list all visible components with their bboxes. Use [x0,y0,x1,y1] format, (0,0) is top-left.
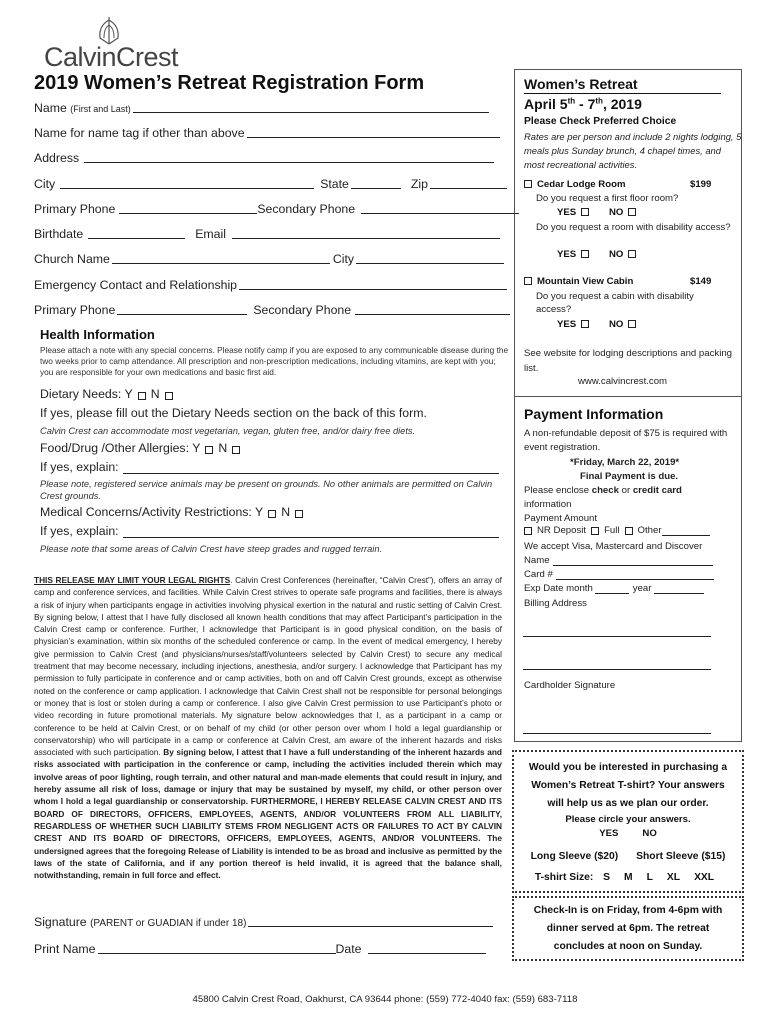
payment-options: NR Deposit Full Other [524,525,710,536]
cedar-first-floor-question: Do you request a first floor room? [536,193,679,204]
size-xxl[interactable]: XXL [694,872,715,883]
health-intro: Please attach a note with any special concerns. Please notify camp if you are exposed to any communicable disease during the two weeks prior to camp attendance. All prescription and non-prescription medications, including vitamins, are kept with you; you are responsible for your own medications and basic first aid. [40,345,509,377]
mountain-cabin-option[interactable]: Mountain View Cabin [524,276,633,287]
signature-row [34,911,493,929]
dietary-followup: If yes, please fill out the Dietary Needs section on the back of this form. [40,406,427,420]
date-label: Date [335,942,362,956]
emergency-primary-phone-label: Primary Phone [34,303,116,317]
dietary-no-label: N [150,387,160,401]
website-link[interactable]: www.calvincrest.com [578,376,668,387]
tshirt-size-label: T-shirt Size: [534,872,594,883]
church-row [34,248,504,266]
panel-divider [514,396,742,397]
tshirt-no[interactable]: NO [642,828,657,839]
emergency-secondary-phone-label: Secondary Phone [253,303,352,317]
form-title: 2019 Women’s Retreat Registration Form [34,72,425,94]
print-name-field[interactable] [98,940,336,954]
cedar-disability-yes-checkbox[interactable] [581,250,589,258]
print-name-row [34,938,486,956]
retreat-dates: April 5th - 7th, 2019 [524,96,642,112]
medical-explain-row [40,524,499,538]
medical-no-label: N [281,505,291,519]
enclose-info: information [524,499,572,510]
exp-month-field[interactable] [595,584,629,594]
billing-address-line-2[interactable] [523,669,711,670]
tshirt-yes[interactable]: YES [599,828,619,839]
tshirt-line-1: Would you be interested in purchasing a [528,762,728,773]
tshirt-line-2: Women’s Retreat T-shirt? Your answers [531,780,725,791]
tshirt-size-options [512,872,744,883]
checkin-line-3: concludes at noon on Sunday. [553,941,703,952]
mountain-cabin-checkbox[interactable] [524,277,532,285]
secondary-phone-field[interactable] [361,200,519,214]
service-animal-note: Please note, registered service animals may be present on grounds. No other animals are permitted on Calvin Crest grounds. [40,479,493,501]
enclose-note: Please enclose check or credit card [524,485,682,496]
card-number-row: Card # [524,569,714,580]
release-heading: THIS RELEASE MAY LIMIT YOUR LEGAL RIGHTS [34,575,231,585]
medical-row [40,505,308,519]
dietary-yes-checkbox[interactable] [138,392,146,400]
emergency-secondary-phone-field[interactable] [355,301,510,315]
check-preferred-label: Please Check Preferred Choice [524,116,677,127]
mountain-disability-yes[interactable]: YES [557,319,594,330]
dietary-no-checkbox[interactable] [165,392,173,400]
release-body: . Calvin Crest Conferences (hereinafter, “Calvin Crest”), offers an array of camp and conference services, and facilities. While Calvin Crest strives to operate safe programs and facilities, there is always a risk of injury when participants engage in activities involving physical exertion in the natural and rustic setting of Calvin Crest. By signing below, I attest that I have fully disclosed all known health conditions that may affect Participant’s participation in the Calvin Crest camp or conference. Further, I acknowledge that Participant is in good physical condition, on the basis of physician’s examination, within six months of the scheduled conference or camp. In the event of medical emergency, I hereby give permission to Calvin Crest (and physicians/nurses/staff/volunteers selected by Calvin Crest) to secure any medical treatment that may become necessary, including injections, anesthesia, and/or surgery. I acknowledge that Participant has my permission to fully participate in conference and or camp activities, both on and off Calvin Crest grounds, except as otherwise noted on the conference or camp application. I acknowledge that Calvin Crest shall not be responsible for personal belongings or money that is lost or stolen during a camp or conference. I also give Calvin Crest permission to use Participant’s photo or video recording in future promotional materials. My signature below acknowledges that I, as a participant in a camp or conference to be held at Calvin Crest, or on behalf of my child (or other person over whom I hold a legal guardianship or conservatorship) who will participate in a camp or conference at Calvin Crest, am aware of the inherent hazards and risks associated with such participation. [34,575,502,758]
medical-yes-checkbox[interactable] [268,510,276,518]
nametag-row [34,122,500,140]
cardholder-name-field[interactable] [553,556,713,566]
tshirt-sleeve-options [512,851,744,862]
calvin-crest-logo [44,16,179,72]
mountain-cabin-price: $149 [690,276,712,287]
tshirt-line-4: Please circle your answers. [565,814,691,825]
address-label: Address [34,151,80,165]
exp-year-field[interactable] [654,584,704,594]
email-field[interactable] [232,225,500,239]
other-payment-checkbox[interactable] [625,527,633,535]
dietary-note: Calvin Crest can accommodate most vegetarian, vegan, gluten free, and/or dairy free diets. [40,426,416,436]
footer-address: 45800 Calvin Crest Road, Oakhurst, CA 93644 phone: (559) 772-4040 fax: (559) 683-7118 [192,994,578,1005]
size-xl[interactable]: XL [666,872,681,883]
emergency-row [34,274,507,292]
zip-field[interactable] [430,175,507,189]
allergies-no-label: N [218,441,228,455]
cardholder-name-row: Name [524,555,713,566]
payment-amount-label: Payment Amount [524,513,598,524]
mountain-disability-no[interactable]: NO [609,319,641,330]
emergency-label: Emergency Contact and Relationship [34,278,238,292]
cedar-disability-no[interactable]: NO [609,249,641,260]
mountain-disability-question: Do you request a cabin with disability access? [536,291,694,315]
payment-deadline: *Friday, March 22, 2019* [570,457,680,468]
long-sleeve-option[interactable]: Long Sleeve ($20) [530,851,619,862]
allergies-explain-label: If yes, explain: [40,460,119,474]
state-label: State [320,177,349,191]
date-field[interactable] [368,940,486,954]
allergies-no-checkbox[interactable] [232,446,240,454]
phone-row [34,198,519,216]
church-city-label: City [332,252,355,266]
full-payment-checkbox[interactable] [591,527,599,535]
church-city-field[interactable] [356,250,504,264]
cedar-lodge-price: $199 [690,179,712,190]
rates-note: Rates are per person and include 2 nights lodging, 5 meals plus Sunday brunch, 4 chapel times, and most recreational activities. [524,131,742,170]
emergency-field[interactable] [239,276,507,290]
website-note: See website for lodging descriptions and packing list. [524,348,732,374]
cedar-first-floor-yes-checkbox[interactable] [581,208,589,216]
liability-release [34,574,502,881]
primary-phone-label: Primary Phone [34,202,116,216]
tshirt-yes-no [512,828,744,839]
nr-deposit-checkbox[interactable] [524,527,532,535]
mountain-disability-no-checkbox[interactable] [628,320,636,328]
nametag-label: Name for name tag if other than above [34,126,245,140]
cardholder-signature-field[interactable] [523,733,711,734]
accepted-cards: We accept Visa, Mastercard and Discover [524,541,703,552]
deposit-note: A non-refundable deposit of $75 is required with event registration. [524,428,728,453]
birthdate-field[interactable] [88,225,185,239]
cedar-first-floor-yes[interactable]: YES [557,207,594,218]
terrain-note: Please note that some areas of Calvin Crest have steep grades and rugged terrain. [40,544,383,554]
address-field[interactable] [84,149,494,163]
birthdate-row [34,223,500,241]
email-label: Email [195,227,226,241]
short-sleeve-option[interactable]: Short Sleeve ($15) [636,851,726,862]
size-l[interactable]: L [646,872,653,883]
cardholder-signature-label: Cardholder Signature [524,680,616,691]
allergies-explain-row [40,460,499,474]
tshirt-line-3: will help us as we plan our order. [547,798,709,809]
name-label: Name (First and Last) [34,101,131,115]
size-m[interactable]: M [624,872,633,883]
checkin-line-2: dinner served at 6pm. The retreat [546,923,710,934]
size-s[interactable]: S [603,872,611,883]
medical-no-checkbox[interactable] [295,510,303,518]
emergency-phone-row [34,299,510,317]
medical-label: Medical Concerns/Activity Restrictions: Y [40,505,264,519]
emergency-primary-phone-field[interactable] [117,301,247,315]
medical-explain-label: If yes, explain: [40,524,119,538]
city-label: City [34,177,56,191]
billing-address-label: Billing Address [524,598,587,609]
name-row [34,97,489,115]
cedar-lodge-option[interactable]: Cedar Lodge Room [524,179,625,190]
payment-title: Payment Information [524,406,664,422]
release-bold: By signing below, I attest that I have a full understanding of the inherent hazards and risks associated with participation in the conference or camp, including the activities included therein which may involve areas of poor lighting, rough terrain, and other natural and man-made elements that could result in injury, and hereby assume all risk of loss, damage or injury that may be sustained by myself, my child, or other person over whom I hold a legal guardianship or conservatorship. FURTHERMORE, I HEREBY RELEASE CALVIN CREST AND ITS BOARD OF DIRECTORS, OFFICERS, EMPLOYEES, AGENTS, AND/OR VOLUNTEERS FROM ALL LIABILITY, REGARDLESS OF WHETHER SUCH LIABILITY STEMS FROM NEGLIGENT ACTS OR FAILURES TO ACT BY CALVIN CREST AND ITS BOARD OF DIRECTORS, OFFICERS, EMPLOYEES, AGENTS, AND/OR VOLUNTEERS. The undersigned agrees that the foregoing Release of Liability is intended to be as broad and inclusive as permitted by the laws of the state of California, and if any portion thereof is held invalid, it is agreed that the balance shall, notwithstanding, remain in full force and effect. [34,747,502,881]
allergies-row [40,441,245,455]
dietary-label: Dietary Needs: Y [40,387,133,401]
other-amount-field[interactable] [662,526,710,536]
billing-address-line-1[interactable] [523,636,711,637]
final-payment-due: Final Payment is due. [580,471,679,482]
checkin-line-1: Check-In is on Friday, from 4-6pm with [533,905,723,916]
allergies-label: Food/Drug /Other Allergies: Y [40,441,201,455]
secondary-phone-label: Secondary Phone [257,202,356,216]
logo-text: CalvinCrest [44,42,179,72]
medical-explain-field[interactable] [123,525,499,538]
city-field[interactable] [60,175,314,189]
nametag-field[interactable] [247,124,500,138]
allergies-explain-field[interactable] [123,461,499,474]
cedar-disability-no-checkbox[interactable] [628,250,636,258]
signature-label: Signature (PARENT or GUADIAN if under 18) [34,915,247,929]
cedar-first-floor-no[interactable]: NO [609,207,641,218]
print-name-label: Print Name [34,942,96,956]
cedar-lodge-checkbox[interactable] [524,180,532,188]
signature-field[interactable] [248,913,493,927]
retreat-title: Women’s Retreat [524,76,638,92]
church-name-field[interactable] [112,250,330,264]
birthdate-label: Birthdate [34,227,84,241]
zip-label: Zip [410,177,428,191]
state-field[interactable] [351,175,401,189]
church-name-label: Church Name [34,252,110,266]
exp-date-row: Exp Date month year [524,583,704,594]
address-row [34,147,494,165]
health-title: Health Information [40,327,155,342]
primary-phone-field[interactable] [119,200,257,214]
dietary-row [40,387,178,401]
cedar-first-floor-no-checkbox[interactable] [628,208,636,216]
retreat-title-underline [524,93,721,94]
card-number-field[interactable] [556,570,714,580]
cedar-disability-question: Do you request a room with disability access? [536,222,731,233]
name-field[interactable] [133,99,489,113]
cedar-disability-yes[interactable]: YES [557,249,594,260]
city-row [34,173,507,191]
allergies-yes-checkbox[interactable] [205,446,213,454]
mountain-disability-yes-checkbox[interactable] [581,320,589,328]
